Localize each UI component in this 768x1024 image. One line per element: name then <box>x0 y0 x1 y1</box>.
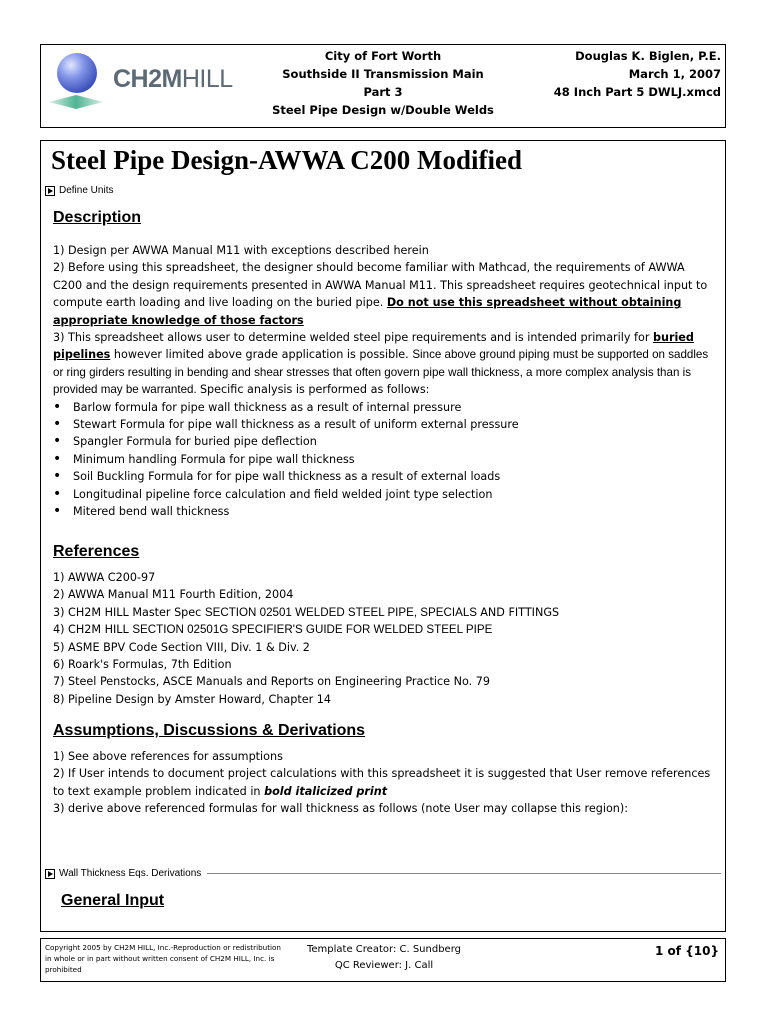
project-part: Part 3 <box>363 85 403 99</box>
template-creator: Template Creator: C. Sundberg <box>307 944 461 955</box>
general-input-heading: General Input <box>61 892 165 909</box>
logo-leaf-icon <box>49 95 103 109</box>
assumptions-heading: Assumptions, Discussions & Derivations <box>53 722 366 739</box>
page-header <box>40 44 726 128</box>
assumption-item-3: 3) derive above referenced formulas for wall thickness as follows (note User may collapse this region): <box>53 802 629 816</box>
reference-item: 2) AWWA Manual M11 Fourth Edition, 2004 <box>53 588 294 602</box>
project-subject: Steel Pipe Design w/Double Welds <box>272 103 494 117</box>
assumption-item-1: 1) See above references for assumptions <box>53 750 283 763</box>
logo-wordmark: CH2MHILL <box>113 65 233 93</box>
wall-thickness-region[interactable] <box>45 868 721 879</box>
region-divider <box>207 873 721 874</box>
file-name: 48 Inch Part 5 DWLJ.xmcd <box>553 85 721 99</box>
description-text <box>53 242 717 521</box>
author-info <box>554 47 721 101</box>
page-number: 1 of {10} <box>655 944 719 958</box>
reference-item: 6) Roark's Formulas, 7th Edition <box>53 658 232 672</box>
assumptions-text <box>53 748 717 818</box>
references-heading: References <box>53 543 140 560</box>
review-info <box>271 942 497 974</box>
project-client: City of Fort Worth <box>324 49 442 63</box>
expand-triangle-icon[interactable] <box>45 186 55 196</box>
logo-sphere-icon <box>57 53 97 93</box>
reference-item: 4) CH2M HILL SECTION 02501G SPECIFIER'S GUIDE FOR WELDED STEEL PIPE <box>53 623 493 637</box>
description-item-3: 3) This spreadsheet allows user to determine welded steel pipe requirements and is intended primarily for buried pipelines however limited above grade application is possible. Since above ground piping must be supported on saddles or ring girders resulting in bending and shear stresses that often govern pipe wall thickness, a more complex analysis than is provided may be warranted. Specific analysis is performed as follows: <box>53 331 709 397</box>
expand-triangle-icon[interactable] <box>45 869 55 879</box>
analysis-list <box>53 399 717 521</box>
define-units-label: Define Units <box>59 185 114 196</box>
references-list <box>53 569 717 708</box>
author-name: Douglas K. Biglen, P.E. <box>575 49 721 63</box>
reference-item: 3) CH2M HILL Master Spec SECTION 02501 WELDED STEEL PIPE, SPECIALS AND FITTINGS <box>53 605 560 619</box>
description-heading: Description <box>53 209 142 226</box>
list-item: • Mitered bend wall thickness <box>73 503 717 520</box>
page-footer <box>40 938 726 982</box>
reference-item: 8) Pipeline Design by Amster Howard, Chapter 14 <box>53 692 332 706</box>
reference-item: 7) Steel Penstocks, ASCE Manuals and Reports on Engineering Practice No. 79 <box>53 675 490 689</box>
project-name: Southside II Transmission Main <box>282 67 484 81</box>
assumption-item-2: 2) If User intends to document project calculations with this spreadsheet it is suggested that User remove references to text example problem indicated in bold italicized print <box>53 767 711 798</box>
worksheet-body <box>40 140 726 932</box>
document-date: March 1, 2007 <box>628 67 721 81</box>
list-item: • Soil Buckling Formula for for pipe wall thickness as a result of external loads <box>73 468 717 485</box>
list-item: • Stewart Formula for pipe wall thickness as a result of uniform external pressure <box>73 416 717 433</box>
list-item: • Barlow formula for pipe wall thickness as a result of internal pressure <box>73 399 717 416</box>
copyright-notice: Copyright 2005 by CH2M HILL, Inc.-Reproduction or redistribution in whole or in part without written consent of CH2M HILL, Inc. is prohibited <box>45 943 281 974</box>
page-title: Steel Pipe Design-AWWA C200 Modified <box>51 145 522 175</box>
project-info <box>265 47 501 119</box>
reference-item: 1) AWWA C200-97 <box>53 571 156 584</box>
reference-item: 5) ASME BPV Code Section VIII, Div. 1 & Div. 2 <box>53 640 310 654</box>
list-item: • Spangler Formula for buried pipe deflection <box>73 433 717 450</box>
list-item: • Longitudinal pipeline force calculation and field welded joint type selection <box>73 486 717 503</box>
ch2mhill-logo <box>47 51 267 121</box>
description-item-2: 2) Before using this spreadsheet, the designer should become familiar with Mathcad, the requirements of AWWA C200 and the design requirements presented in AWWA Manual M11. This spreadsheet requires geotechnical input to compute earth loading and live loading on the buried pipe. Do not use this spreadsheet without obtaining appropriate knowledge of those factors <box>53 261 708 327</box>
description-item-1: 1) Design per AWWA Manual M11 with exceptions described herein <box>53 244 429 257</box>
wall-thickness-label: Wall Thickness Eqs. Derivations <box>59 868 202 879</box>
list-item: • Minimum handling Formula for pipe wall thickness <box>73 451 717 468</box>
qc-reviewer: QC Reviewer: J. Call <box>334 960 434 971</box>
define-units-region[interactable] <box>45 185 113 196</box>
